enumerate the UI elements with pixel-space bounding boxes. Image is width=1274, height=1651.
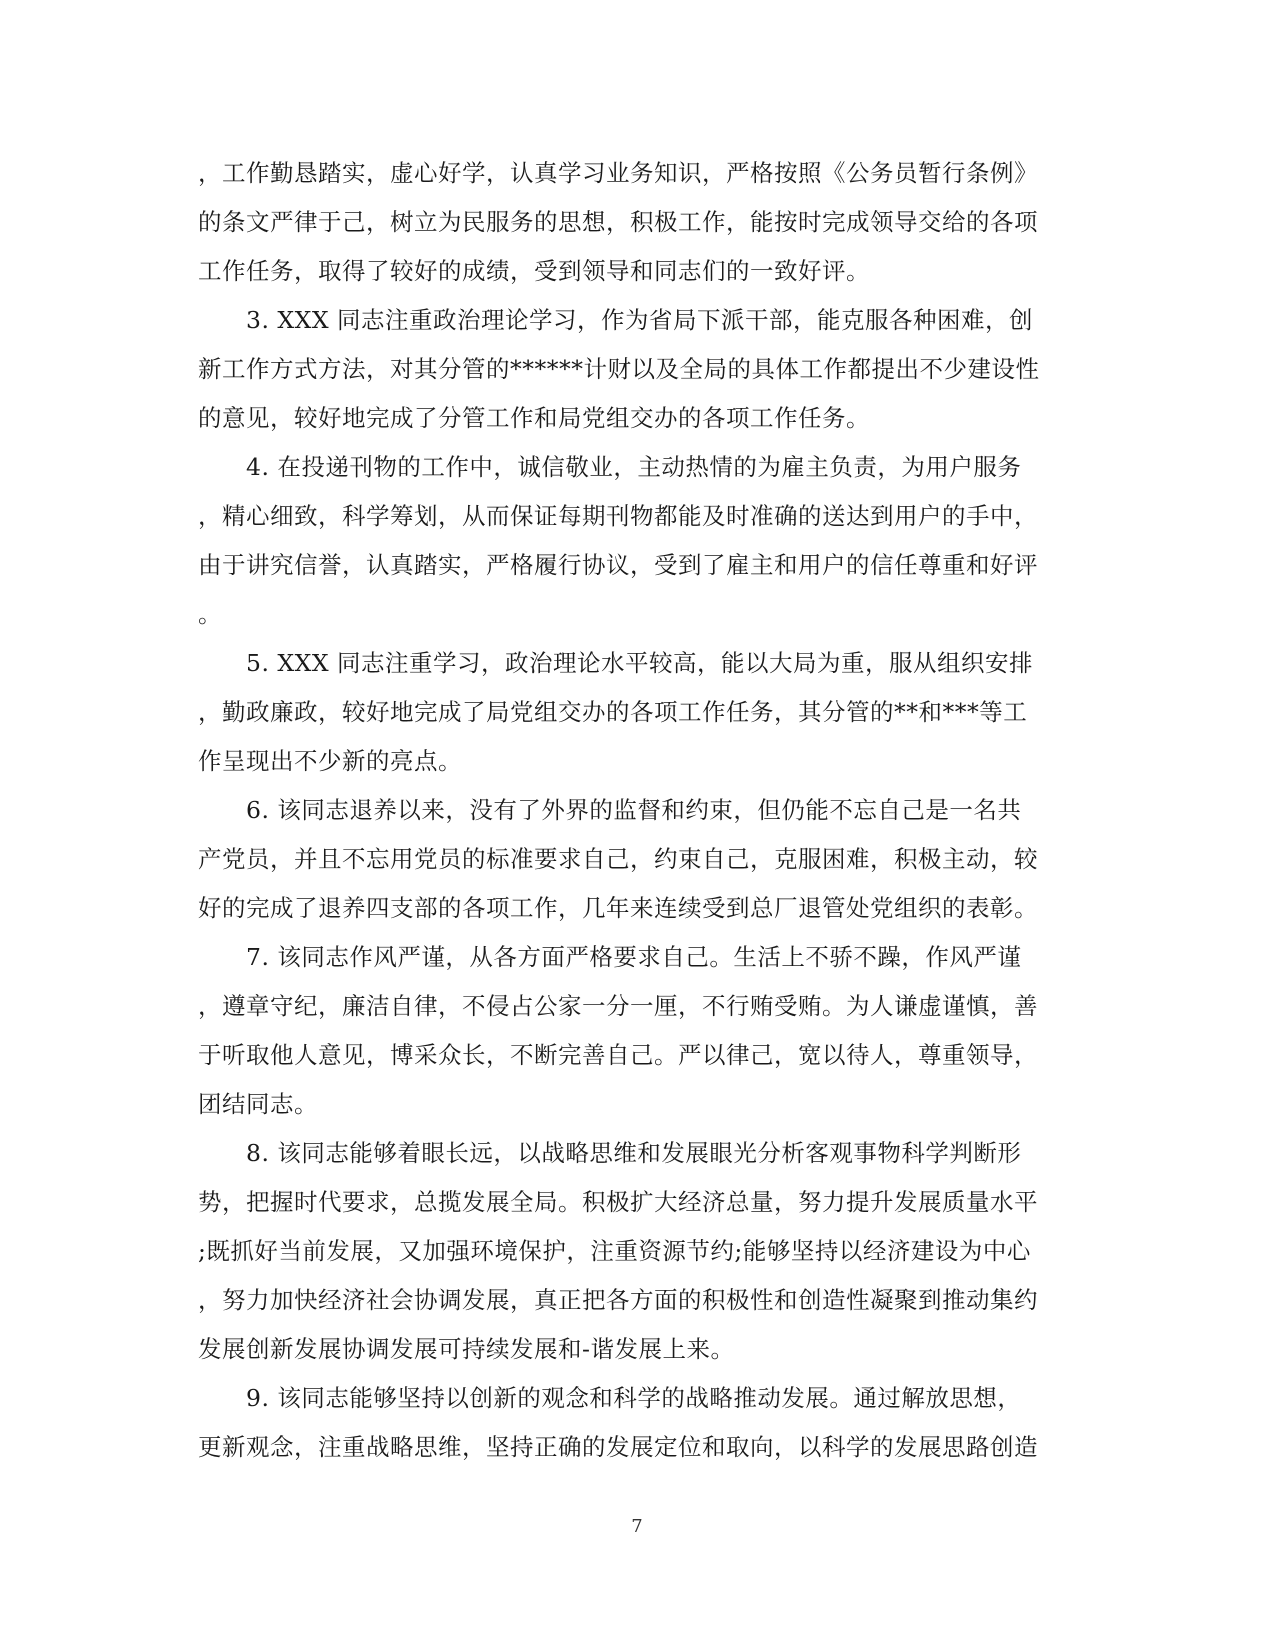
text-line: 产党员，并且不忘用党员的标准要求自己，约束自己，克服困难，积极主动，较 [198, 845, 1038, 873]
text-line: ，努力加快经济社会协调发展，真正把各方面的积极性和创造性凝聚到推动集约 [198, 1286, 1038, 1314]
text-line: 9. 该同志能够坚持以创新的观念和科学的战略推动发展。通过解放思想， [198, 1384, 1022, 1412]
text-line: 6. 该同志退养以来，没有了外界的监督和约束，但仍能不忘自己是一名共 [198, 796, 1022, 824]
text-line: 好的完成了退养四支部的各项工作，几年来连续受到总厂退管处党组织的表彰。 [198, 894, 1038, 922]
text-line: ;既抓好当前发展，又加强环境保护，注重资源节约;能够坚持以经济建设为中心 [198, 1237, 1031, 1265]
text-line: 3. XXX 同志注重政治理论学习，作为省局下派干部，能克服各种困难，创 [198, 306, 1034, 334]
text-line: 发展创新发展协调发展可持续发展和-谐发展上来。 [198, 1335, 735, 1363]
text-line: 团结同志。 [198, 1090, 318, 1118]
text-line: 7. 该同志作风严谨，从各方面严格要求自己。生活上不骄不躁，作风严谨 [198, 943, 1022, 971]
text-line: 8. 该同志能够着眼长远，以战略思维和发展眼光分析客观事物科学判断形 [198, 1139, 1022, 1167]
text-line: 工作任务，取得了较好的成绩，受到领导和同志们的一致好评。 [198, 257, 870, 285]
text-line: 作呈现出不少新的亮点。 [198, 747, 462, 775]
text-line: 4. 在投递刊物的工作中，诚信敬业，主动热情的为雇主负责，为用户服务 [198, 453, 1022, 481]
text-line: 的条文严律于己，树立为民服务的思想，积极工作，能按时完成领导交给的各项 [198, 208, 1038, 236]
text-line: 于听取他人意见，博采众长，不断完善自己。严以律己，宽以待人，尊重领导， [198, 1041, 1038, 1069]
text-line: 势，把握时代要求，总揽发展全局。积极扩大经济总量，努力提升发展质量水平 [198, 1188, 1038, 1216]
text-line: 由于讲究信誉，认真踏实，严格履行协议，受到了雇主和用户的信任尊重和好评 [198, 551, 1038, 579]
text-line: ，勤政廉政，较好地完成了局党组交办的各项工作任务，其分管的**和***等工 [198, 698, 1028, 726]
text-line: 5. XXX 同志注重学习，政治理论水平较高，能以大局为重，服从组织安排 [198, 649, 1034, 677]
page-number: 7 [631, 1516, 643, 1537]
text-line: ，工作勤恳踏实，虚心好学，认真学习业务知识，严格按照《公务员暂行条例》 [198, 159, 1038, 187]
text-line: 。 [198, 600, 222, 628]
text-line: 更新观念，注重战略思维，坚持正确的发展定位和取向，以科学的发展思路创造 [198, 1433, 1038, 1461]
text-line: ，遵章守纪，廉洁自律，不侵占公家一分一厘，不行贿受贿。为人谦虚谨慎，善 [198, 992, 1038, 1020]
text-line: 的意见，较好地完成了分管工作和局党组交办的各项工作任务。 [198, 404, 870, 432]
text-line: 新工作方式方法，对其分管的******计财以及全局的具体工作都提出不少建设性 [198, 355, 1040, 383]
text-line: ，精心细致，科学筹划，从而保证每期刊物都能及时准确的送达到用户的手中， [198, 502, 1038, 530]
